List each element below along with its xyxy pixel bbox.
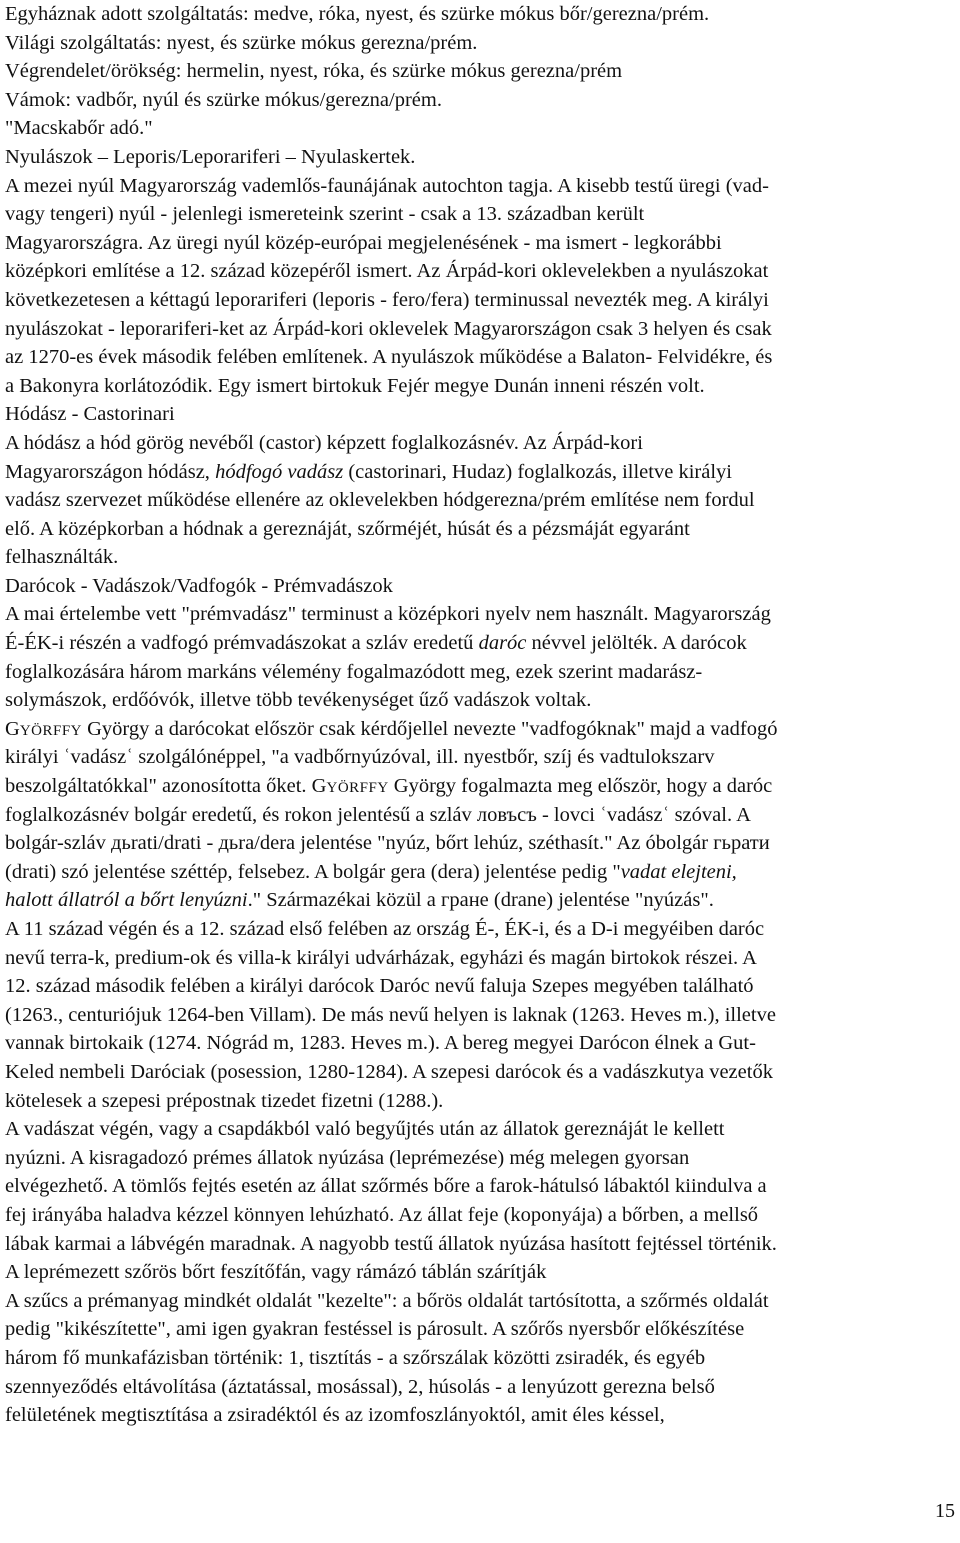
text-line <box>5 143 955 172</box>
text-run: György a darócokat először csak kérdőjellel nevezte "vadfogóknak" majd a vadfogó <box>82 717 778 740</box>
text-line <box>5 829 955 858</box>
text-run: Keled nembeli Daróciak (posession, 1280-1284). A szepesi darócok és a vadászkutya vezetők <box>5 1060 773 1083</box>
text-run: kötelesek a szepesi prépostnak tizedet fizetni (1288.). <box>5 1089 444 1112</box>
text-line <box>5 658 955 687</box>
text-line <box>5 572 955 601</box>
italic-text: daróc <box>478 632 527 655</box>
text-run: ." Származékai közül a гране (drane) jelentése "nyúzás". <box>247 889 714 912</box>
text-run: György fogalmazta meg először, hogy a daróc <box>388 775 773 798</box>
text-line <box>5 0 955 29</box>
text-run: A szűcs a prémanyag mindkét oldalát "kezelte": a bőrös oldalát tartósította, a szőrmés oldalát <box>5 1289 769 1312</box>
text-run: Világi szolgáltatás: nyest, és szürke mókus gerezna/prém. <box>5 31 478 54</box>
text-run: nevű terra-k, predium-ok és villa-k királyi udvárházak, egyházi és magán birtokok részei. A <box>5 946 757 969</box>
text-run: beszolgáltatókkal" azonosította őket. G <box>5 775 327 798</box>
text-line <box>5 600 955 629</box>
text-line <box>5 29 955 58</box>
text-line <box>5 1315 955 1344</box>
text-line <box>5 1144 955 1173</box>
text-line <box>5 772 955 801</box>
text-run: lábak karmai a lábvégén maradnak. A nagyobb testű állatok nyúzása hasított fejtéssel történik. <box>5 1232 777 1255</box>
text-line <box>5 1058 955 1087</box>
text-line <box>5 1087 955 1116</box>
text-run: A hódász a hód görög nevéből (castor) képzett foglalkozásnév. Az Árpád-kori <box>5 431 643 454</box>
text-line <box>5 1201 955 1230</box>
text-run: nyulászokat - leporariferi-ket az Árpád-kori oklevelek Magyarországon csak 3 helyen és csak <box>5 317 772 340</box>
text-run: Hódász - Castorinari <box>5 403 175 426</box>
text-line <box>5 429 955 458</box>
text-run: Nyulászok – Leporis/Leporariferi – Nyulaskertek. <box>5 145 416 168</box>
text-line <box>5 915 955 944</box>
text-run: É-ÉK-i részén a vadfogó prémvadászokat a szláv eredetű <box>5 632 479 655</box>
text-run: Magyarországon hódász, <box>5 460 216 483</box>
text-line <box>5 200 955 229</box>
text-line <box>5 543 955 572</box>
text-run: nyúzni. A kisragadozó prémes állatok nyúzása (leprémezése) még melegen gyorsan <box>5 1146 690 1169</box>
text-run: vadász szervezet működése ellenére az oklevelekben hódgerezna/prém említése nem fordul <box>5 489 755 512</box>
italic-text: vadat elejteni, <box>620 860 737 883</box>
text-run: bolgár-szláv дьrati/drati - дьra/dera jelentése "nyúz, bőrt lehúz, széthasít." Az óbolgár гьрати <box>5 832 770 855</box>
text-run: fej irányába haladva kézzel könnyen lehúzható. Az állat feje (koponyája) a bőrben, a mellső <box>5 1203 759 1226</box>
text-run: az 1270-es évek második felében említenek. A nyulászok működése a Balaton- Felvidékre, és <box>5 346 773 369</box>
text-run: A mezei nyúl Magyarország vademlős-faunájának autochton tagja. A kisebb testű üregi (vad- <box>5 174 769 197</box>
text-line <box>5 1287 955 1316</box>
text-line <box>5 400 955 429</box>
text-line <box>5 114 955 143</box>
text-run: A 11 század végén és a 12. század első felében az ország É-, ÉK-i, és a D-i megyéiben daróc <box>5 918 765 940</box>
text-run: (castorinari, Hudaz) foglalkozás, illetve királyi <box>343 460 732 483</box>
text-run: a Bakonyra korlátozódik. Egy ismert birtokuk Fejér megye Dunán inneni részén volt. <box>5 374 705 397</box>
text-run: (1263., centuriójuk 1264-ben Villam). De más nevű helyen is laknak (1263. Heves m.), illetve <box>5 1003 776 1026</box>
text-run: következetesen a kéttagú leporariferi (leporis - fero/fera) terminussal nevezték meg. A királyi <box>5 288 769 311</box>
text-run: G <box>5 717 20 740</box>
text-line <box>5 315 955 344</box>
italic-text: halott állatról a bőrt lenyúzni <box>5 889 248 912</box>
text-line <box>5 686 955 715</box>
text-run: foglalkozásnév bolgár eredetű, és rokon jelentésű a szláv ловъсъ - lovci ʿvadászʿ szóval. A <box>5 803 751 826</box>
text-run: elvégezhető. A tömlős fejtés esetén az állat szőrmés bőre a farok-hátulsó lábaktól kiindulva a <box>5 1175 767 1198</box>
text-line <box>5 458 955 487</box>
text-run: Egyháznak adott szolgáltatás: medve, róka, nyest, és szürke mókus bőr/gerezna/prém. <box>5 3 710 25</box>
small-caps-text: YÖRFFY <box>326 780 389 797</box>
text-line <box>5 172 955 201</box>
text-run: foglalkozására három markáns vélemény fogalmazódott meg, ezek szerint madarász- <box>5 660 703 683</box>
page-number: 15 <box>935 1500 955 1522</box>
text-run: elő. A középkorban a hódnak a gereznáját, szőrméjét, húsát és a pézsmáját egyaránt <box>5 517 690 540</box>
text-line <box>5 515 955 544</box>
text-run: felületének megtisztítása a zsiradéktól és az izomfoszlányoktól, amit éles késsel, <box>5 1404 665 1427</box>
text-line <box>5 1115 955 1144</box>
text-run: vannak birtokaik (1274. Nógrád m, 1283. Heves m.). A bereg megyei Darócon élnek a Gut- <box>5 1032 756 1055</box>
text-line <box>5 944 955 973</box>
text-run: vagy tengeri) nyúl - jelenlegi ismereteink szerint - csak a 13. században került <box>5 203 645 226</box>
text-run: (drati) szó jelentése széttép, felsebez. A bolgár gera (dera) jelentése pedig " <box>5 860 621 883</box>
text-run: Vámok: vadbőr, nyúl és szürke mókus/gerezna/prém. <box>5 88 442 111</box>
text-run: "Macskabőr adó." <box>5 117 153 140</box>
text-line <box>5 1230 955 1259</box>
text-line <box>5 372 955 401</box>
text-run: középkori említése a 12. század közepéről ismert. Az Árpád-kori oklevelekben a nyulászokat <box>5 260 769 283</box>
text-line <box>5 257 955 286</box>
text-run: három fő munkafázisban történik: 1, tisztítás - a szőrszálak közötti zsiradék, és egyéb <box>5 1346 706 1369</box>
text-run: Végrendelet/örökség: hermelin, nyest, róka, és szürke mókus gerezna/prém <box>5 60 623 83</box>
text-run: A leprémezett szőrös bőrt feszítőfán, vagy rámázó táblán szárítják <box>5 1261 547 1284</box>
small-caps-text: YÖRFFY <box>19 722 82 739</box>
text-line <box>5 1029 955 1058</box>
text-line <box>5 1401 955 1430</box>
text-run: solymászok, erdőóvók, illetve több tevékenységet űző vadászok voltak. <box>5 689 592 712</box>
text-line <box>5 972 955 1001</box>
document-page <box>5 0 955 1430</box>
text-line <box>5 743 955 772</box>
text-line <box>5 286 955 315</box>
italic-text: hódfogó vadász <box>215 460 344 483</box>
text-run: 12. század második felében a királyi darócok Daróc nevű faluja Szepes megyében található <box>5 975 754 998</box>
text-run: királyi ʿvadászʿ szolgálónéppel, "a vadbőrnyúzóval, ill. nyestbőr, szíj és vadtulokszarv <box>5 746 715 769</box>
text-line <box>5 1373 955 1402</box>
text-line <box>5 229 955 258</box>
text-run: szennyeződés eltávolítása (áztatással, mosással), 2, húsolás - a lenyúzott gerezna belső <box>5 1375 715 1398</box>
text-line <box>5 858 955 887</box>
text-line <box>5 343 955 372</box>
text-line <box>5 57 955 86</box>
text-line <box>5 715 955 744</box>
text-run: A mai értelembe vett "prémvadász" terminust a középkori nyelv nem használt. Magyarország <box>5 603 771 626</box>
text-line <box>5 629 955 658</box>
text-line <box>5 886 955 915</box>
text-line <box>5 486 955 515</box>
text-run: pedig "kikészítette", ami igen gyakran festéssel is párosult. A szőrős nyersbőr előkészítése <box>5 1318 745 1341</box>
text-line <box>5 1344 955 1373</box>
text-run: A vadászat végén, vagy a csapdákból való begyűjtés után az állatok gereznáját le kellett <box>5 1118 725 1141</box>
text-line <box>5 801 955 830</box>
text-run: névvel jelölték. A darócok <box>526 632 747 655</box>
text-line <box>5 1001 955 1030</box>
text-run: felhasználták. <box>5 546 119 569</box>
text-run: Magyarországra. Az üregi nyúl közép-európai megjelenésének - ma ismert - legkorábbi <box>5 231 722 254</box>
text-line <box>5 86 955 115</box>
text-line <box>5 1172 955 1201</box>
text-line <box>5 1258 955 1287</box>
text-run: Darócok - Vadászok/Vadfogók - Prémvadászok <box>5 574 393 597</box>
